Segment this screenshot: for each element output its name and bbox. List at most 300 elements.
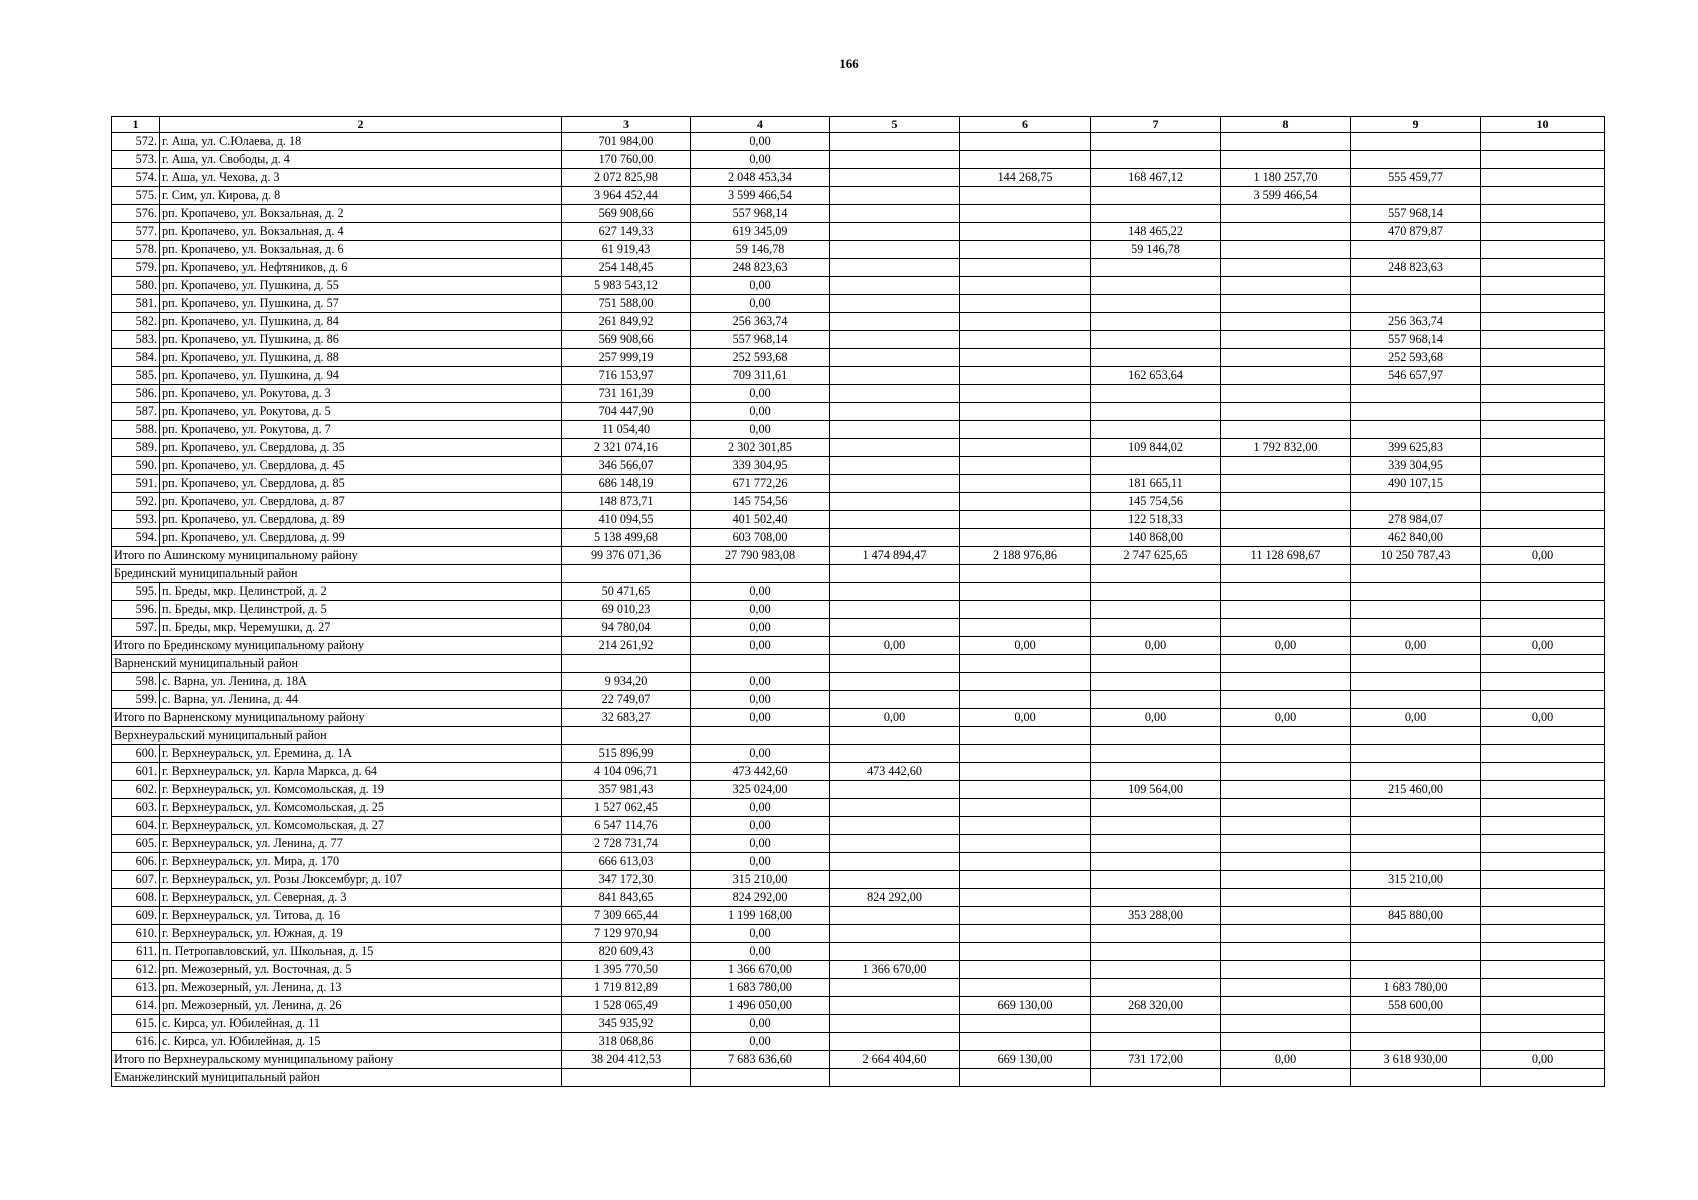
value-cell [1221,475,1351,493]
total-value-cell: 2 664 404,60 [830,1051,960,1069]
district-total-row [112,709,1605,727]
value-cell [1091,619,1221,637]
value-cell [960,961,1091,979]
value-cell: 0,00 [691,277,830,295]
value-cell [1481,781,1605,799]
value-cell: 315 210,00 [691,871,830,889]
value-cell [1351,853,1481,871]
table-row [112,745,1605,763]
header-cell: 4 [691,117,830,133]
value-cell: 3 964 452,44 [562,187,691,205]
address-cell: п. Бреды, мкр. Целинстрой, д. 2 [160,583,562,601]
total-value-cell: 0,00 [1351,637,1481,655]
empty-cell [1221,727,1351,745]
table-row [112,583,1605,601]
value-cell [960,871,1091,889]
district-header-row [112,1069,1605,1087]
value-cell [1091,673,1221,691]
table-row [112,295,1605,313]
row-number-cell: 599. [112,691,160,709]
value-cell: 248 823,63 [691,259,830,277]
empty-cell [1091,655,1221,673]
row-number-cell: 592. [112,493,160,511]
value-cell: 603 708,00 [691,529,830,547]
value-cell [830,151,960,169]
address-cell: с. Кирса, ул. Юбилейная, д. 15 [160,1033,562,1051]
value-cell: 0,00 [691,799,830,817]
value-cell: 145 754,56 [691,493,830,511]
total-value-cell: 0,00 [830,637,960,655]
header-cell: 9 [1351,117,1481,133]
value-cell [1221,151,1351,169]
address-cell: рп. Кропачево, ул. Нефтяников, д. 6 [160,259,562,277]
value-cell: 558 600,00 [1351,997,1481,1015]
value-cell [1481,997,1605,1015]
value-cell: 6 547 114,76 [562,817,691,835]
total-label-cell: Итого по Варненскому муниципальному району [112,709,562,727]
table-row [112,349,1605,367]
value-cell [1091,943,1221,961]
value-cell [1351,601,1481,619]
value-cell [1221,925,1351,943]
value-cell [830,439,960,457]
total-value-cell: 11 128 698,67 [1221,547,1351,565]
value-cell [830,349,960,367]
address-cell: рп. Кропачево, ул. Свердлова, д. 45 [160,457,562,475]
value-cell [1091,133,1221,151]
value-cell: 69 010,23 [562,601,691,619]
value-cell [830,853,960,871]
value-cell [830,1015,960,1033]
value-cell [1351,799,1481,817]
value-cell [1481,187,1605,205]
address-cell: с. Кирса, ул. Юбилейная, д. 11 [160,1015,562,1033]
row-number-cell: 590. [112,457,160,475]
value-cell [1481,493,1605,511]
header-cell: 8 [1221,117,1351,133]
value-cell [1481,385,1605,403]
table-row [112,781,1605,799]
value-cell [1091,421,1221,439]
value-cell [830,619,960,637]
address-cell: рп. Межозерный, ул. Ленина, д. 26 [160,997,562,1015]
value-cell: 148 465,22 [1091,223,1221,241]
value-cell [1221,403,1351,421]
total-value-cell: 0,00 [830,709,960,727]
table-row [112,961,1605,979]
value-cell: 168 467,12 [1091,169,1221,187]
value-cell: 318 068,86 [562,1033,691,1051]
value-cell [960,583,1091,601]
empty-cell [960,727,1091,745]
value-cell: 59 146,78 [1091,241,1221,259]
address-cell: г. Аша, ул. С.Юлаева, д. 18 [160,133,562,151]
value-cell [960,781,1091,799]
table-row [112,439,1605,457]
value-cell: 148 873,71 [562,493,691,511]
value-cell [960,763,1091,781]
value-cell [960,979,1091,997]
value-cell [830,241,960,259]
value-cell [830,871,960,889]
value-cell [830,331,960,349]
header-cell: 3 [562,117,691,133]
value-cell [1091,1015,1221,1033]
table-row [112,187,1605,205]
value-cell: 9 934,20 [562,673,691,691]
value-cell [1221,673,1351,691]
value-cell [1091,403,1221,421]
value-cell: 569 908,66 [562,331,691,349]
value-cell [960,367,1091,385]
value-cell [1351,745,1481,763]
value-cell: 254 148,45 [562,259,691,277]
header-cell: 2 [160,117,562,133]
row-number-cell: 600. [112,745,160,763]
total-value-cell: 3 618 930,00 [1351,1051,1481,1069]
value-cell [1091,331,1221,349]
page-number: 166 [839,56,859,71]
address-cell: рп. Кропачево, ул. Пушкина, д. 57 [160,295,562,313]
address-cell: г. Верхнеуральск, ул. Комсомольская, д. 27 [160,817,562,835]
value-cell: 353 288,00 [1091,907,1221,925]
value-cell [1351,619,1481,637]
table-row [112,673,1605,691]
address-cell: рп. Межозерный, ул. Восточная, д. 5 [160,961,562,979]
value-cell [1481,907,1605,925]
address-cell: рп. Межозерный, ул. Ленина, д. 13 [160,979,562,997]
address-cell: рп. Кропачево, ул. Пушкина, д. 94 [160,367,562,385]
value-cell: 0,00 [691,601,830,619]
table-row [112,601,1605,619]
value-cell: 2 048 453,34 [691,169,830,187]
total-value-cell: 2 188 976,86 [960,547,1091,565]
value-cell [1221,421,1351,439]
table-row [112,367,1605,385]
value-cell: 1 199 168,00 [691,907,830,925]
value-cell: 144 268,75 [960,169,1091,187]
table-row [112,205,1605,223]
row-number-cell: 580. [112,277,160,295]
value-cell: 252 593,68 [1351,349,1481,367]
address-cell: г. Верхнеуральск, ул. Мира, д. 170 [160,853,562,871]
value-cell: 841 843,65 [562,889,691,907]
address-cell: рп. Кропачево, ул. Вокзальная, д. 6 [160,241,562,259]
value-cell: 557 968,14 [1351,205,1481,223]
total-value-cell: 0,00 [960,709,1091,727]
value-cell: 145 754,56 [1091,493,1221,511]
value-cell [960,259,1091,277]
address-cell: п. Бреды, мкр. Целинстрой, д. 5 [160,601,562,619]
table-row [112,385,1605,403]
table-row [112,979,1605,997]
empty-cell [960,565,1091,583]
value-cell: 268 320,00 [1091,997,1221,1015]
row-number-cell: 612. [112,961,160,979]
value-cell [1221,853,1351,871]
value-cell: 61 919,43 [562,241,691,259]
value-cell: 546 657,97 [1351,367,1481,385]
table-row [112,925,1605,943]
value-cell: 824 292,00 [691,889,830,907]
total-value-cell: 0,00 [1221,709,1351,727]
value-cell [960,907,1091,925]
value-cell [960,529,1091,547]
value-cell [830,169,960,187]
address-cell: г. Верхнеуральск, ул. Карла Маркса, д. 64 [160,763,562,781]
address-cell: г. Верхнеуральск, ул. Розы Люксембург, д. 107 [160,871,562,889]
value-cell [1481,745,1605,763]
value-cell [830,925,960,943]
value-cell: 0,00 [691,817,830,835]
row-number-cell: 591. [112,475,160,493]
row-number-cell: 614. [112,997,160,1015]
district-name-cell: Варненский муниципальный район [112,655,562,673]
table-body [112,117,1605,1087]
value-cell: 248 823,63 [1351,259,1481,277]
table-row [112,493,1605,511]
header-cell: 7 [1091,117,1221,133]
value-cell: 731 161,39 [562,385,691,403]
value-cell: 0,00 [691,295,830,313]
value-cell [960,691,1091,709]
value-cell [1481,619,1605,637]
empty-cell [960,1069,1091,1087]
value-cell [830,943,960,961]
value-cell [1481,205,1605,223]
table-row [112,1033,1605,1051]
value-cell: 339 304,95 [691,457,830,475]
empty-cell [562,565,691,583]
row-number-cell: 597. [112,619,160,637]
district-header-row [112,565,1605,583]
value-cell [1481,871,1605,889]
value-cell [1481,1015,1605,1033]
value-cell [1481,421,1605,439]
value-cell [1091,583,1221,601]
value-cell [1351,1033,1481,1051]
table-row [112,151,1605,169]
value-cell: 357 981,43 [562,781,691,799]
value-cell [1351,925,1481,943]
value-cell [1351,385,1481,403]
address-cell: г. Верхнеуральск, ул. Северная, д. 3 [160,889,562,907]
value-cell [960,799,1091,817]
value-cell [1091,691,1221,709]
value-cell [960,493,1091,511]
value-cell: 1 366 670,00 [691,961,830,979]
value-cell [1351,277,1481,295]
empty-cell [691,565,830,583]
value-cell [1351,1015,1481,1033]
header-cell: 1 [112,117,160,133]
value-cell [830,277,960,295]
value-cell [1091,601,1221,619]
value-cell: 701 984,00 [562,133,691,151]
value-cell: 7 129 970,94 [562,925,691,943]
value-cell: 22 749,07 [562,691,691,709]
total-value-cell: 7 683 636,60 [691,1051,830,1069]
value-cell: 666 613,03 [562,853,691,871]
value-cell [960,295,1091,313]
table-row [112,169,1605,187]
value-cell [1091,817,1221,835]
value-cell: 824 292,00 [830,889,960,907]
value-cell [1351,187,1481,205]
value-cell [960,241,1091,259]
value-cell: 557 968,14 [691,331,830,349]
value-cell [1481,889,1605,907]
row-number-cell: 598. [112,673,160,691]
row-number-cell: 596. [112,601,160,619]
empty-cell [1091,1069,1221,1087]
value-cell: 2 321 074,16 [562,439,691,457]
empty-cell [1221,1069,1351,1087]
value-cell: 261 849,92 [562,313,691,331]
value-cell [960,205,1091,223]
value-cell [1481,925,1605,943]
district-header-row [112,655,1605,673]
value-cell [1481,763,1605,781]
value-cell [830,295,960,313]
row-number-cell: 582. [112,313,160,331]
row-number-cell: 609. [112,907,160,925]
row-number-cell: 603. [112,799,160,817]
address-cell: г. Верхнеуральск, ул. Титова, д. 16 [160,907,562,925]
address-cell: рп. Кропачево, ул. Пушкина, д. 86 [160,331,562,349]
value-cell: 1 719 812,89 [562,979,691,997]
value-cell [1221,619,1351,637]
value-cell [960,943,1091,961]
row-number-cell: 607. [112,871,160,889]
value-cell: 671 772,26 [691,475,830,493]
value-cell [960,475,1091,493]
value-cell [1221,979,1351,997]
value-cell [830,385,960,403]
table-row [112,475,1605,493]
empty-cell [1481,727,1605,745]
value-cell [830,475,960,493]
value-cell [960,925,1091,943]
value-cell [1481,295,1605,313]
value-cell: 845 880,00 [1351,907,1481,925]
value-cell: 11 054,40 [562,421,691,439]
value-cell: 257 999,19 [562,349,691,367]
address-cell: рп. Кропачево, ул. Пушкина, д. 84 [160,313,562,331]
row-number-cell: 595. [112,583,160,601]
value-cell [830,673,960,691]
value-cell: 170 760,00 [562,151,691,169]
table-row [112,529,1605,547]
value-cell [1091,979,1221,997]
value-cell: 1 792 832,00 [1221,439,1351,457]
value-cell: 59 146,78 [691,241,830,259]
value-cell [1351,673,1481,691]
address-cell: рп. Кропачево, ул. Пушкина, д. 55 [160,277,562,295]
value-cell [960,439,1091,457]
row-number-cell: 579. [112,259,160,277]
value-cell [1091,871,1221,889]
value-cell [1481,457,1605,475]
table-row [112,799,1605,817]
value-cell [1221,295,1351,313]
row-number-cell: 589. [112,439,160,457]
value-cell [1221,763,1351,781]
value-cell: 5 983 543,12 [562,277,691,295]
total-value-cell: 0,00 [1091,637,1221,655]
total-label-cell: Итого по Брединскому муниципальному району [112,637,562,655]
value-cell [1481,601,1605,619]
value-cell [830,907,960,925]
value-cell [960,835,1091,853]
value-cell [1091,1033,1221,1051]
district-name-cell: Верхнеуральский муниципальный район [112,727,562,745]
value-cell [1221,277,1351,295]
value-cell [1091,853,1221,871]
value-cell: 515 896,99 [562,745,691,763]
total-label-cell: Итого по Ашинскому муниципальному району [112,547,562,565]
empty-cell [1351,655,1481,673]
value-cell: 470 879,87 [1351,223,1481,241]
value-cell [1091,277,1221,295]
value-cell [960,673,1091,691]
value-cell [1091,151,1221,169]
value-cell: 315 210,00 [1351,871,1481,889]
total-value-cell: 214 261,92 [562,637,691,655]
value-cell: 399 625,83 [1351,439,1481,457]
value-cell [960,601,1091,619]
value-cell: 473 442,60 [830,763,960,781]
value-cell [1221,493,1351,511]
value-cell [1221,205,1351,223]
value-cell: 686 148,19 [562,475,691,493]
value-cell [1221,781,1351,799]
value-cell [1091,205,1221,223]
value-cell: 109 564,00 [1091,781,1221,799]
table-row [112,763,1605,781]
value-cell [1221,385,1351,403]
empty-cell [562,727,691,745]
table-row [112,907,1605,925]
total-value-cell: 38 204 412,53 [562,1051,691,1069]
district-name-cell: Брединский муниципальный район [112,565,562,583]
value-cell [1221,601,1351,619]
empty-cell [691,655,830,673]
value-cell: 0,00 [691,619,830,637]
value-cell: 278 984,07 [1351,511,1481,529]
value-cell [1481,277,1605,295]
value-cell [1221,961,1351,979]
value-cell [960,277,1091,295]
table-row [112,619,1605,637]
value-cell: 0,00 [691,943,830,961]
value-cell [830,835,960,853]
value-cell: 1 366 670,00 [830,961,960,979]
value-cell [1351,403,1481,421]
value-cell: 256 363,74 [1351,313,1481,331]
value-cell: 555 459,77 [1351,169,1481,187]
empty-cell [691,1069,830,1087]
total-value-cell: 0,00 [1091,709,1221,727]
value-cell [960,385,1091,403]
value-cell: 410 094,55 [562,511,691,529]
table-row [112,889,1605,907]
value-cell [830,187,960,205]
value-cell [830,997,960,1015]
table-row [112,871,1605,889]
value-cell: 346 566,07 [562,457,691,475]
value-cell [1091,385,1221,403]
